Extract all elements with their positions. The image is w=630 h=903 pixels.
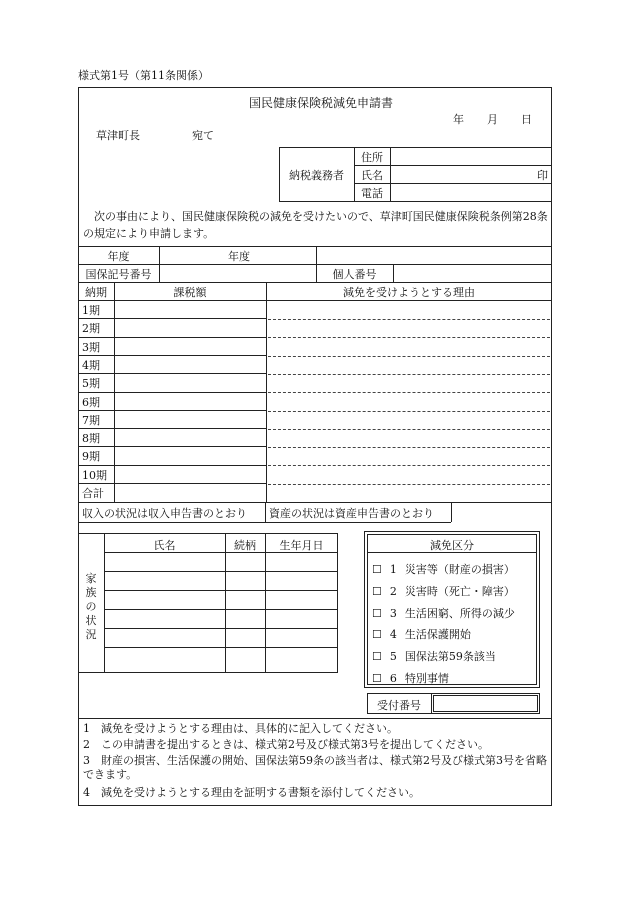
exemption-item[interactable] bbox=[372, 583, 515, 599]
amount-field[interactable] bbox=[115, 466, 265, 482]
phone-label: 電話 bbox=[361, 187, 383, 200]
exemption-item[interactable] bbox=[372, 605, 515, 621]
receipt-number-field[interactable] bbox=[434, 696, 537, 711]
exemption-item[interactable] bbox=[372, 648, 496, 664]
note-3: 3 財産の損害、生活保護の開始、国保法第59条の該当者は、様式第2号及び様式第3号を省略できます。 bbox=[83, 754, 547, 781]
reason-line[interactable] bbox=[268, 411, 550, 412]
period-header: 納期 bbox=[85, 286, 107, 299]
addressee-name: 草津町長 bbox=[96, 129, 140, 142]
reason-line[interactable] bbox=[268, 374, 550, 375]
reason-line[interactable] bbox=[268, 392, 550, 393]
insurance-symbol-label: 国保記号番号 bbox=[85, 268, 152, 281]
amount-field[interactable] bbox=[115, 374, 265, 391]
amount-field[interactable] bbox=[115, 338, 265, 354]
note-2: 2 この申請書を提出するときは、様式第2号及び様式第3号を提出してください。 bbox=[83, 738, 489, 751]
date-year: 年 bbox=[453, 113, 464, 126]
address-field[interactable] bbox=[391, 148, 551, 164]
family-name-header: 氏名 bbox=[153, 539, 176, 552]
amount-field[interactable] bbox=[115, 447, 265, 464]
addressee-suffix: 宛て bbox=[192, 129, 214, 142]
checkbox-icon[interactable]: ☐ bbox=[372, 672, 382, 685]
reason-line[interactable] bbox=[268, 337, 550, 338]
period-label: 合計 bbox=[82, 487, 104, 500]
phone-field[interactable] bbox=[391, 184, 551, 200]
period-label: 2期 bbox=[82, 322, 100, 335]
exemption-item-number: 2 bbox=[389, 585, 397, 598]
period-label: 8期 bbox=[82, 432, 100, 445]
amount-field[interactable] bbox=[115, 411, 265, 427]
family-status-label: 家族の状況 bbox=[85, 572, 97, 641]
exemption-item-number: 4 bbox=[389, 628, 397, 641]
note-1: 1 減免を受けようとする理由は、具体的に記入してください。 bbox=[83, 722, 398, 735]
period-label: 7期 bbox=[82, 414, 100, 427]
individual-number-label: 個人番号 bbox=[332, 268, 377, 281]
family-row[interactable] bbox=[105, 572, 337, 589]
name-label: 氏名 bbox=[361, 169, 383, 182]
checkbox-icon[interactable]: ☐ bbox=[372, 628, 382, 641]
exemption-title: 減免区分 bbox=[430, 539, 474, 552]
amount-field[interactable] bbox=[115, 393, 265, 409]
amount-field[interactable] bbox=[115, 429, 265, 445]
exemption-item-number: 3 bbox=[389, 607, 397, 620]
taxpayer-label: 納税義務者 bbox=[289, 169, 344, 182]
amount-header: 課税額 bbox=[173, 286, 207, 299]
family-row[interactable] bbox=[105, 591, 337, 608]
family-row[interactable] bbox=[105, 629, 337, 646]
seal-mark: 印 bbox=[537, 169, 548, 182]
checkbox-icon[interactable]: ☐ bbox=[372, 607, 382, 620]
exemption-item-label: 特別事情 bbox=[404, 672, 449, 685]
period-label: 10期 bbox=[82, 469, 107, 482]
period-label: 6期 bbox=[82, 396, 100, 409]
period-label: 5期 bbox=[82, 377, 100, 390]
exemption-item-label: 災害等（財産の損害） bbox=[404, 563, 515, 576]
exemption-item-label: 生活保護開始 bbox=[404, 628, 471, 641]
amount-field[interactable] bbox=[115, 319, 265, 336]
exemption-item[interactable] bbox=[372, 670, 449, 686]
fiscal-year-value: 年度 bbox=[228, 250, 250, 263]
period-label: 3期 bbox=[82, 341, 100, 354]
fiscal-year-label: 年度 bbox=[107, 250, 130, 263]
insurance-symbol-field[interactable] bbox=[160, 265, 315, 281]
reason-line[interactable] bbox=[268, 356, 550, 357]
request-text: 次の事由により、国民健康保険税の減免を受けたいので、草津町国民健康保険税条例第28条の規定により申請します。 bbox=[83, 210, 548, 240]
exemption-item-number: 1 bbox=[389, 563, 397, 576]
period-label: 1期 bbox=[82, 304, 100, 317]
name-field[interactable] bbox=[391, 166, 536, 182]
period-label: 4期 bbox=[82, 359, 100, 372]
reason-line[interactable] bbox=[268, 465, 550, 466]
note-4: 4 減免を受けようとする理由を証明する書類を添付してください。 bbox=[83, 786, 420, 799]
checkbox-icon[interactable]: ☐ bbox=[372, 563, 382, 576]
exemption-item-number: 5 bbox=[389, 650, 397, 663]
receipt-number-label: 受付番号 bbox=[377, 699, 421, 712]
exemption-item-label: 生活困窮、所得の減少 bbox=[404, 607, 515, 620]
reason-line[interactable] bbox=[268, 447, 550, 448]
family-birthdate-header: 生年月日 bbox=[279, 539, 324, 552]
date-day: 日 bbox=[521, 113, 532, 126]
date-month: 月 bbox=[487, 113, 498, 126]
form-number: 様式第1号（第11条関係） bbox=[78, 69, 209, 82]
address-label: 住所 bbox=[361, 151, 383, 164]
reason-line[interactable] bbox=[268, 484, 550, 485]
exemption-item-label: 災害時（死亡・障害） bbox=[404, 585, 515, 598]
checkbox-icon[interactable]: ☐ bbox=[372, 650, 382, 663]
checkbox-icon[interactable]: ☐ bbox=[372, 585, 382, 598]
reason-line[interactable] bbox=[268, 429, 550, 430]
asset-status: 資産の状況は資産申告書のとおり bbox=[269, 507, 434, 520]
reason-header: 減免を受けようとする理由 bbox=[343, 286, 475, 299]
period-label: 9期 bbox=[82, 450, 100, 463]
family-relation-header: 続柄 bbox=[234, 539, 256, 552]
income-status: 収入の状況は収入申告書のとおり bbox=[82, 507, 247, 520]
exemption-item-number: 6 bbox=[389, 672, 397, 685]
exemption-item[interactable] bbox=[372, 626, 471, 642]
fiscal-year-field[interactable] bbox=[160, 247, 220, 263]
exemption-item-label: 国保法第59条該当 bbox=[404, 650, 496, 663]
amount-field[interactable] bbox=[115, 356, 265, 372]
form-title: 国民健康保険税減免申請書 bbox=[249, 96, 394, 110]
family-row[interactable] bbox=[105, 648, 337, 671]
individual-number-field[interactable] bbox=[394, 265, 551, 281]
amount-field[interactable] bbox=[115, 484, 265, 500]
exemption-item[interactable] bbox=[372, 561, 515, 577]
amount-field[interactable] bbox=[115, 301, 265, 317]
family-row[interactable] bbox=[105, 610, 337, 627]
reason-line[interactable] bbox=[268, 319, 550, 320]
